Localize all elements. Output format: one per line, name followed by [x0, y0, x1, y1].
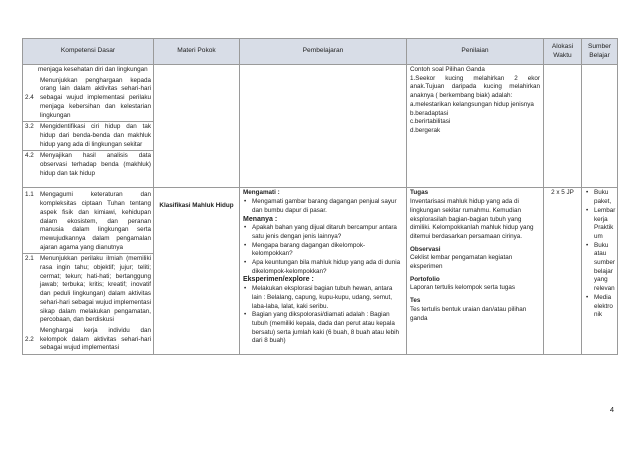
list-item: • Lembar kerja Praktik um: [585, 207, 616, 242]
sumber-cell-2: [582, 188, 618, 355]
alokasi-cell-1: [544, 65, 582, 188]
materi-cell-1: [154, 65, 240, 188]
portofolio-title: Portofolio: [410, 275, 440, 283]
list-item: • Mengamati gambar barang dagangan penjual sayur dan bumbu dapur di pasar.: [243, 198, 403, 215]
eksperimen-title: Eksperimen/explore :: [243, 276, 314, 284]
header-penilaian: Penilaian: [407, 39, 544, 65]
header-pembelajaran: Pembelajaran: [240, 39, 407, 65]
penilaian-cell-2: [407, 188, 544, 355]
kd-num: 2.4: [25, 94, 34, 102]
header-alokasi: Alokasi Waktu: [544, 39, 582, 65]
list-item: • Mengapa barang dagangan dikelompok-kelompokkan?: [243, 242, 403, 259]
sumber-list: [585, 189, 616, 320]
sumber-cell-1: [582, 65, 618, 188]
alokasi-value: 2 x 5 JP: [551, 189, 574, 197]
tes-text: Tes tertulis bentuk uraian dan/atau pilihan ganda: [410, 305, 527, 322]
kd-3-2: Mengidentifikasi ciri hidup dan tak hidup dari benda-benda dan makhluk hidup yang ada di lingkungan sekitar: [40, 123, 151, 148]
table-row-1: [23, 65, 618, 188]
page-number: 4: [609, 405, 614, 414]
kd-1-1: Mengagumi keteraturan dan kompleksitas ciptaan Tuhan tentang aspek fisik dan kimiawi, kehidupan dalam ekosistem, dan peranan manusia dalam lingkungan serta mewujudkannya dalam pengamalan ajaran agama yang dianutnya: [40, 191, 151, 251]
kd-num: 1.1: [25, 191, 34, 199]
pembelajaran-cell-1: [240, 65, 407, 188]
kd-num: 2.1: [25, 255, 34, 263]
list-item: • Media elektro nik: [585, 294, 616, 320]
header-sumber: Sumber Belajar: [582, 39, 618, 65]
mengamati-title: Mengamati :: [243, 189, 280, 197]
eksperimen-list: [243, 285, 403, 346]
kd-continuation: menjaga kesehatan diri dan lingkungan: [38, 66, 148, 73]
tes-title: Tes: [410, 297, 421, 305]
menanya-list: [243, 224, 403, 276]
penilaian-line: b.beradaptasi: [410, 109, 449, 117]
kd-num: 2.2: [25, 335, 34, 343]
kd-2-2: Menghargai kerja individu dan kelompok dalam aktivitas sehari-hari sebagai wujud implementasi: [40, 326, 151, 352]
rpp-table: [22, 38, 618, 355]
list-item: • Apa keuntungan bila mahluk hidup yang ada di dunia dikelompok-kelompokkan?: [243, 259, 403, 276]
portofolio-text: Laporan tertulis kelompok serta tugas: [410, 284, 516, 292]
list-item: • Buku paket,: [585, 189, 616, 206]
list-item: • Apakah bahan yang dijual ditaruh bercampur antara satu jenis dengan jenis lainnya?: [243, 224, 403, 241]
mengamati-list: [243, 198, 403, 215]
penilaian-line: Contoh soal Pilihan Ganda: [410, 66, 485, 73]
kd-2-4: Menunjukkan penghargaan kepada orang lain dalam aktivitas sehari-hari sebagai wujud implementasi perilaku menjaga kebersihan dan kelestarian lingkungan: [40, 76, 151, 119]
pembelajaran-cell-2: [240, 188, 407, 355]
kd-cell-1: [23, 65, 154, 188]
header-materi: Materi Pokok: [154, 39, 240, 65]
tugas-title: Tugas: [410, 189, 429, 197]
penilaian-line: d.bergerak: [410, 126, 441, 134]
alokasi-cell-2: [544, 188, 582, 355]
menanya-title: Menanya :: [243, 215, 278, 223]
materi-title: Klasifikasi Mahluk Hidup: [159, 202, 234, 210]
kd-2-1: Menunjukkan perilaku ilmiah (memiliki rasa ingin tahu; objektif; jujur; teliti; cermat; tekun; hati-hati; bertanggung jawab; terbuka; kritis; kreatif; inovatif dan peduli lingkungan) dalam aktivitas sehari-hari sebagai wujud implementasi sikap dalam melakukan pengamatan, percobaan, dan berdiskusi: [40, 255, 151, 324]
kd-cell-2: [23, 188, 154, 355]
observasi-title: Observasi: [410, 245, 441, 253]
kd-num: 3.2: [25, 123, 34, 131]
table-row-2: [23, 188, 618, 355]
kd-4-2: Menyajikan hasil analisis data observasi terhadap benda (makhluk) hidup dan tak hidup: [40, 152, 151, 177]
header-row: [23, 39, 618, 65]
penilaian-line: a.melestarikan kelangsungan hidup jenisnya: [410, 100, 534, 108]
header-kompetensi: Kompetensi Dasar: [23, 39, 154, 65]
list-item: • Bagian yang dikspolorasi/diamati adalah : Bagian tubuh (memiliki kepala, dada dan perut atau kepala bersatu) serta jumlah kaki (6 buah, 8 buah atau lebih dari 8 buah): [243, 311, 403, 346]
list-item: • Buku atau sumber belajar yang relevan: [585, 242, 616, 294]
materi-cell-2: [154, 188, 240, 355]
penilaian-line: 1.Seekor kucing melahirkan 2 ekor anak.Tujuan daripada kucing melahirkan anaknya ( berkembang biak) adalah:: [410, 74, 540, 100]
observasi-text: Ceklist lembar pengamatan kegiatan eksperimen: [410, 254, 513, 271]
list-item: • Melakukan eksplorasi bagian tubuh hewan, antara lain : Belalang, capung, kupu-kupu, udang, semut, laba-laba, lalat, kaki seribu.: [243, 285, 403, 311]
penilaian-line: c.berirtabilitasi: [410, 118, 451, 126]
penilaian-cell-1: [407, 65, 544, 188]
tugas-text: Inventarisasi mahluk hidup yang ada di lingkungan sekitar rumahmu. Kemudian eksplorasilah bagian-bagian tubuh yang dimiliki. Kelompokkanlah mahluk hidup yang ditemui berdasarkan persamaan cirinya.: [410, 198, 534, 240]
kd-num: 4.2: [25, 152, 34, 160]
